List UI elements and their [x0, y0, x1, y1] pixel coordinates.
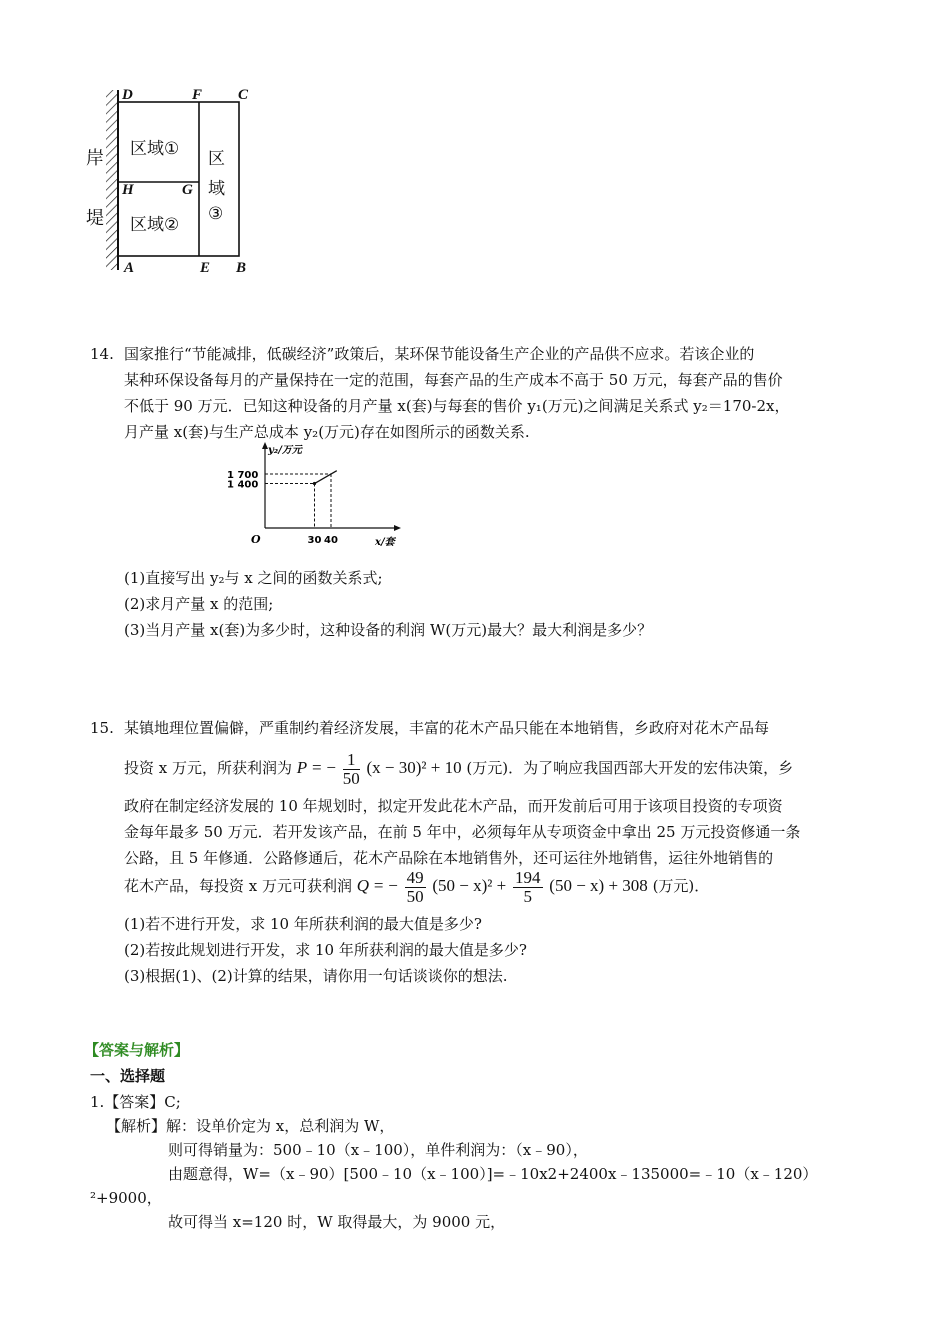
formula-Q-den2: 5: [523, 886, 532, 906]
answer-1-line-5: 故可得当 x=120 时，W 取得最大，为 9000 元，: [168, 1213, 506, 1231]
answer-1-analysis: 【解析】解：设单价定为 x，总利润为 W，: [106, 1117, 395, 1135]
q15-line-3: 政府在制定经济发展的 10 年规划时，拟定开发此花木产品，而开发前后可用于该项目投资的专项资: [124, 797, 783, 815]
answer-1: 1.【答案】C;: [90, 1093, 181, 1111]
x-axis-arrow: [394, 525, 401, 531]
formula-Q-lhs: Q: [356, 876, 370, 895]
q14-sub-1: (1)直接写出 y₂与 x 之间的函数关系式;: [124, 569, 383, 587]
series-line-y2: [315, 471, 337, 484]
q14-line-1: 国家推行“节能减排，低碳经济”政策后，某环保节能设备生产企业的产品供不应求。若该企业的: [124, 345, 755, 363]
q15-line-2-post: (万元)．为了响应我国西部大开发的宏伟决策，乡: [466, 759, 794, 777]
origin-label: O: [251, 533, 261, 546]
label-E: E: [200, 260, 211, 276]
formula-P-num: 1: [343, 751, 360, 770]
answers-section: 一、选择题: [90, 1067, 166, 1085]
x-axis-label: x/套: [375, 537, 395, 548]
bank-char-1: 岸: [86, 148, 104, 169]
formula-Q-mid: (50 − x)² +: [432, 876, 507, 895]
formula-P-den: 50: [342, 768, 360, 788]
region3-char-1: 区: [208, 149, 225, 169]
q15-line-2-pre: 投资 x 万元，所获利润为: [124, 759, 292, 777]
region3-char-2: 域: [208, 179, 225, 199]
x-tick-40: 40: [324, 535, 338, 546]
answers-heading: 【答案与解析】: [84, 1041, 190, 1059]
q15-sub-1: (1)若不进行开发，求 10 年所获利润的最大值是多少?: [124, 915, 482, 933]
q14-sub-2: (2)求月产量 x 的范围;: [124, 595, 274, 613]
formula-Q-tail: (50 − x) + 308: [549, 876, 648, 895]
label-F: F: [192, 87, 203, 103]
q15-sub-2: (2)若按此规划进行开发，求 10 年所获利润的最大值是多少?: [124, 941, 527, 959]
label-B: B: [236, 260, 247, 276]
q15-line-6-post: (万元)．: [652, 877, 710, 895]
regions-diagram: [80, 80, 280, 280]
q15-number: 15.: [90, 719, 114, 737]
q15-line-6-pre: 花木产品，每投资 x 万元可获利润: [124, 877, 352, 895]
y-tick-1700: 1 700: [227, 470, 259, 481]
region2-label: 区域②: [130, 215, 180, 235]
formula-Q-fraction-1: [405, 869, 426, 906]
answer-1-line-3: 由题意得，W=（x﹣90）[500﹣10（x﹣100）]=﹣10x2+2400x﹣135000=﹣10（x﹣120）: [168, 1165, 818, 1183]
label-H: H: [122, 182, 134, 198]
cost-chart: [225, 436, 415, 558]
answer-1-line-4: ²+9000，: [90, 1189, 162, 1207]
q14-sub-3: (3)当月产量 x(套)为多少时，这种设备的利润 W(万元)最大？最大利润是多少？: [124, 621, 653, 639]
q15-line-1: 某镇地理位置偏僻，严重制约着经济发展，丰富的花木产品只能在本地销售，乡政府对花木产品每: [124, 719, 770, 737]
formula-P-body: (x − 30)² + 10: [366, 758, 462, 777]
label-A: A: [124, 260, 135, 276]
y-axis-label: y₂/万元: [268, 445, 302, 456]
label-C: C: [238, 87, 249, 103]
q15-sub-3: (3)根据(1)、(2)计算的结果，请你用一句话谈谈你的想法.: [124, 967, 508, 985]
formula-P-fraction: [343, 751, 360, 788]
bank-char-2: 堤: [86, 208, 104, 229]
y-tick-1400: 1 400: [227, 479, 259, 491]
formula-P-eq: =: [311, 758, 322, 777]
series-point-start: [313, 482, 316, 485]
x-tick-30: 30: [307, 535, 322, 546]
cost-chart-svg: [225, 436, 415, 558]
q15-line-4: 金每年最多 50 万元．若开发该产品，在前 5 年中，必须每年从专项资金中拿出 25 万元投资修通一条: [124, 823, 801, 841]
answer-1-line-2: 则可得销量为：500﹣10（x﹣100），单件利润为：（x﹣90），: [168, 1141, 588, 1159]
q14-number: 14.: [90, 345, 114, 363]
formula-Q-eq: =: [373, 876, 384, 895]
formula-P-lhs: P: [296, 758, 308, 777]
q15-line-5: 公路，且 5 年修通．公路修通后，花木产品除在本地销售外，还可运往外地销售，运往外地销售的: [124, 849, 774, 867]
label-D: D: [122, 87, 133, 103]
formula-Q-den1: 50: [406, 886, 424, 906]
q14-line-2: 某种环保设备每月的产量保持在一定的范围，每套产品的生产成本不高于 50 万元，每套产品的售价: [124, 371, 783, 389]
q15-line-6: [124, 864, 709, 908]
q14-line-4: 月产量 x(套)与生产总成本 y₂(万元)存在如图所示的函数关系.: [124, 423, 530, 441]
formula-Q-fraction-2: [513, 869, 543, 906]
q14-line-3: 不低于 90 万元．已知这种设备的月产量 x(套)与每套的售价 y₁(万元)之间满足关系式 y₂＝170-2x，: [124, 397, 790, 415]
formula-Q-sign: −: [388, 876, 398, 895]
region1-label: 区域①: [130, 139, 180, 159]
region3-char-3: ③: [208, 204, 224, 224]
regions-figure: [80, 80, 280, 280]
q15-line-2: [124, 746, 793, 790]
formula-Q-num1: 49: [406, 867, 424, 887]
formula-P-sign: −: [326, 758, 336, 777]
label-G: G: [182, 182, 193, 198]
formula-Q-num2: 194: [515, 867, 541, 887]
bank-hatch: [106, 90, 118, 270]
